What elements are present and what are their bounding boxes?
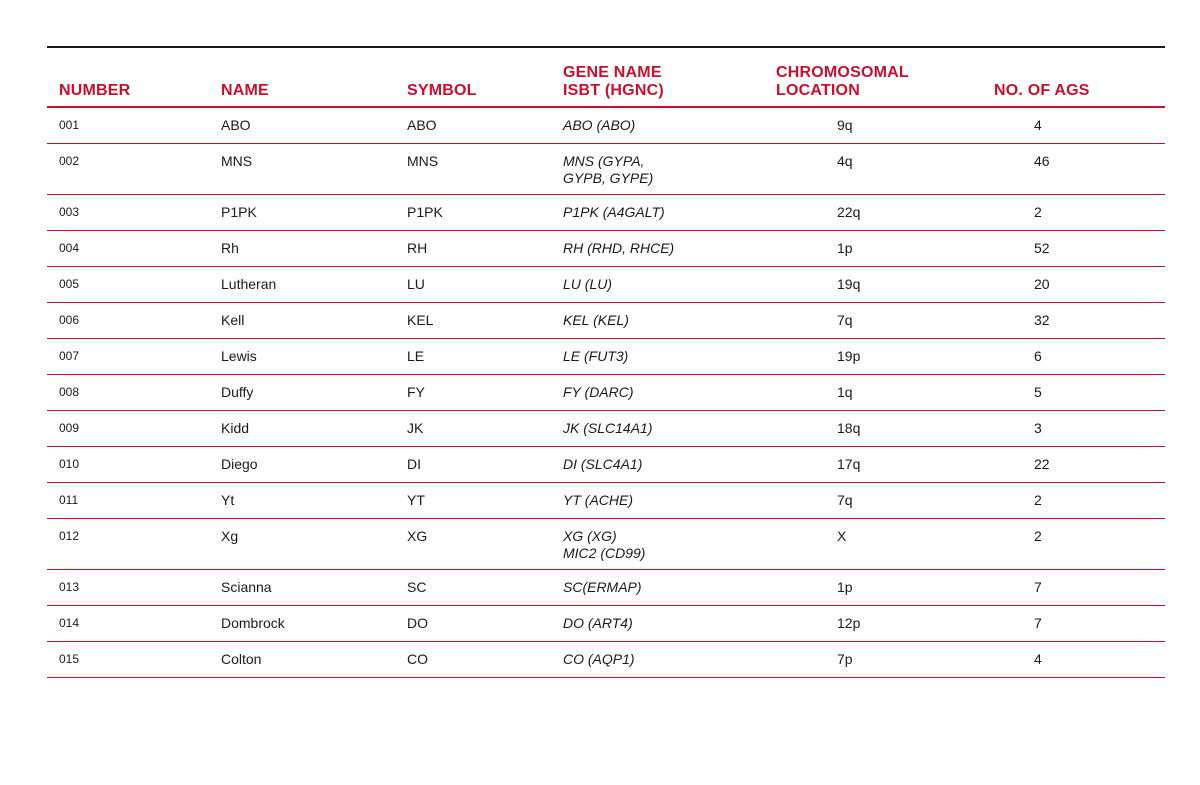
cell-number: 005 <box>47 267 221 303</box>
cell-number: 009 <box>47 411 221 447</box>
cell-symbol: MNS <box>407 144 563 195</box>
cell-no-of-ags-value: 20 <box>1034 276 1050 292</box>
cell-no-of-ags <box>976 375 1165 411</box>
cell-symbol: SC <box>407 570 563 606</box>
cell-no-of-ags-value: 7 <box>1034 615 1042 631</box>
table-row <box>47 570 1165 606</box>
cell-no-of-ags-value: 2 <box>1034 528 1042 544</box>
cell-number: 006 <box>47 303 221 339</box>
cell-gene-name: LU (LU) <box>563 267 776 303</box>
table-row <box>47 642 1165 678</box>
table-row <box>47 107 1165 144</box>
cell-name: Colton <box>221 642 407 678</box>
cell-name: Lutheran <box>221 267 407 303</box>
cell-gene-name: KEL (KEL) <box>563 303 776 339</box>
cell-no-of-ags-value: 52 <box>1034 240 1050 256</box>
table-row <box>47 231 1165 267</box>
header-no-of-ags: NO. OF AGS <box>976 48 1165 107</box>
cell-no-of-ags <box>976 642 1165 678</box>
cell-name: Kidd <box>221 411 407 447</box>
cell-gene-name: SC(ERMAP) <box>563 570 776 606</box>
cell-number: 010 <box>47 447 221 483</box>
cell-name: P1PK <box>221 195 407 231</box>
cell-gene-name: P1PK (A4GALT) <box>563 195 776 231</box>
cell-gene-name: DI (SLC4A1) <box>563 447 776 483</box>
cell-symbol: FY <box>407 375 563 411</box>
cell-chromosomal-location-value: 1p <box>837 579 853 595</box>
cell-chromosomal-location <box>776 411 976 447</box>
cell-no-of-ags <box>976 447 1165 483</box>
cell-number: 011 <box>47 483 221 519</box>
cell-symbol: DO <box>407 606 563 642</box>
table-row <box>47 195 1165 231</box>
cell-chromosomal-location-value: 12p <box>837 615 861 631</box>
cell-symbol: YT <box>407 483 563 519</box>
table-row <box>47 267 1165 303</box>
cell-chromosomal-location-value: 22q <box>837 204 861 220</box>
cell-chromosomal-location <box>776 231 976 267</box>
cell-symbol: ABO <box>407 107 563 144</box>
cell-symbol: RH <box>407 231 563 267</box>
cell-number: 014 <box>47 606 221 642</box>
cell-chromosomal-location-value: 9q <box>837 117 853 133</box>
table-row <box>47 303 1165 339</box>
header-name: NAME <box>221 48 407 107</box>
table-row <box>47 519 1165 570</box>
cell-symbol: JK <box>407 411 563 447</box>
header-row <box>47 48 1165 107</box>
cell-gene-name: JK (SLC14A1) <box>563 411 776 447</box>
blood-group-systems-table <box>47 48 1165 678</box>
cell-chromosomal-location <box>776 107 976 144</box>
cell-symbol: CO <box>407 642 563 678</box>
cell-number: 007 <box>47 339 221 375</box>
cell-number: 008 <box>47 375 221 411</box>
table-row <box>47 447 1165 483</box>
cell-gene-name: MNS (GYPA, GYPB, GYPE) <box>563 144 776 195</box>
table-body <box>47 107 1165 678</box>
cell-no-of-ags <box>976 303 1165 339</box>
cell-no-of-ags <box>976 483 1165 519</box>
header-symbol: SYMBOL <box>407 48 563 107</box>
cell-no-of-ags <box>976 267 1165 303</box>
cell-number: 013 <box>47 570 221 606</box>
cell-number: 002 <box>47 144 221 195</box>
cell-chromosomal-location-value: 17q <box>837 456 861 472</box>
cell-no-of-ags <box>976 411 1165 447</box>
table-row <box>47 375 1165 411</box>
cell-number: 012 <box>47 519 221 570</box>
cell-gene-name: FY (DARC) <box>563 375 776 411</box>
cell-chromosomal-location <box>776 339 976 375</box>
cell-symbol: KEL <box>407 303 563 339</box>
table-row <box>47 483 1165 519</box>
cell-no-of-ags <box>976 144 1165 195</box>
cell-no-of-ags <box>976 606 1165 642</box>
cell-no-of-ags <box>976 107 1165 144</box>
cell-chromosomal-location-value: 1q <box>837 384 853 400</box>
cell-chromosomal-location <box>776 195 976 231</box>
header-chromosomal-location: CHROMOSOMAL LOCATION <box>776 48 976 107</box>
cell-no-of-ags-value: 46 <box>1034 153 1050 169</box>
table-row <box>47 411 1165 447</box>
cell-gene-name: YT (ACHE) <box>563 483 776 519</box>
cell-number: 003 <box>47 195 221 231</box>
cell-no-of-ags-value: 32 <box>1034 312 1050 328</box>
cell-chromosomal-location <box>776 303 976 339</box>
cell-chromosomal-location <box>776 570 976 606</box>
cell-name: Diego <box>221 447 407 483</box>
cell-name: Lewis <box>221 339 407 375</box>
cell-chromosomal-location <box>776 483 976 519</box>
cell-number: 001 <box>47 107 221 144</box>
cell-chromosomal-location <box>776 642 976 678</box>
cell-chromosomal-location-value: 19p <box>837 348 861 364</box>
cell-no-of-ags-value: 4 <box>1034 651 1042 667</box>
cell-chromosomal-location <box>776 447 976 483</box>
cell-name: MNS <box>221 144 407 195</box>
cell-gene-name: CO (AQP1) <box>563 642 776 678</box>
cell-symbol: LE <box>407 339 563 375</box>
cell-chromosomal-location-value: 4q <box>837 153 853 169</box>
cell-chromosomal-location-value: 1p <box>837 240 853 256</box>
blood-group-table-container <box>47 46 1165 678</box>
cell-no-of-ags-value: 4 <box>1034 117 1042 133</box>
cell-name: Kell <box>221 303 407 339</box>
header-number: NUMBER <box>47 48 221 107</box>
table-header <box>47 48 1165 107</box>
cell-chromosomal-location-value: X <box>837 528 847 544</box>
cell-name: Yt <box>221 483 407 519</box>
cell-name: Dombrock <box>221 606 407 642</box>
cell-symbol: DI <box>407 447 563 483</box>
cell-no-of-ags <box>976 231 1165 267</box>
cell-no-of-ags-value: 6 <box>1034 348 1042 364</box>
cell-no-of-ags-value: 22 <box>1034 456 1050 472</box>
cell-chromosomal-location-value: 18q <box>837 420 861 436</box>
table-row <box>47 144 1165 195</box>
cell-symbol: P1PK <box>407 195 563 231</box>
cell-no-of-ags-value: 2 <box>1034 204 1042 220</box>
cell-gene-name: LE (FUT3) <box>563 339 776 375</box>
cell-chromosomal-location-value: 7q <box>837 492 853 508</box>
cell-symbol: XG <box>407 519 563 570</box>
cell-no-of-ags <box>976 339 1165 375</box>
cell-name: Duffy <box>221 375 407 411</box>
cell-no-of-ags <box>976 519 1165 570</box>
cell-number: 015 <box>47 642 221 678</box>
table-row <box>47 339 1165 375</box>
cell-chromosomal-location <box>776 144 976 195</box>
cell-number: 004 <box>47 231 221 267</box>
cell-no-of-ags-value: 2 <box>1034 492 1042 508</box>
cell-chromosomal-location <box>776 267 976 303</box>
cell-no-of-ags <box>976 570 1165 606</box>
table-row <box>47 606 1165 642</box>
cell-gene-name: XG (XG) MIC2 (CD99) <box>563 519 776 570</box>
cell-gene-name: DO (ART4) <box>563 606 776 642</box>
cell-name: Scianna <box>221 570 407 606</box>
header-gene-name: GENE NAME ISBT (HGNC) <box>563 48 776 107</box>
cell-chromosomal-location <box>776 375 976 411</box>
cell-name: Xg <box>221 519 407 570</box>
cell-name: ABO <box>221 107 407 144</box>
cell-no-of-ags <box>976 195 1165 231</box>
cell-chromosomal-location-value: 7p <box>837 651 853 667</box>
cell-symbol: LU <box>407 267 563 303</box>
cell-chromosomal-location <box>776 519 976 570</box>
cell-no-of-ags-value: 7 <box>1034 579 1042 595</box>
cell-chromosomal-location <box>776 606 976 642</box>
cell-chromosomal-location-value: 19q <box>837 276 861 292</box>
cell-no-of-ags-value: 5 <box>1034 384 1042 400</box>
cell-gene-name: ABO (ABO) <box>563 107 776 144</box>
cell-gene-name: RH (RHD, RHCE) <box>563 231 776 267</box>
cell-no-of-ags-value: 3 <box>1034 420 1042 436</box>
cell-chromosomal-location-value: 7q <box>837 312 853 328</box>
cell-name: Rh <box>221 231 407 267</box>
